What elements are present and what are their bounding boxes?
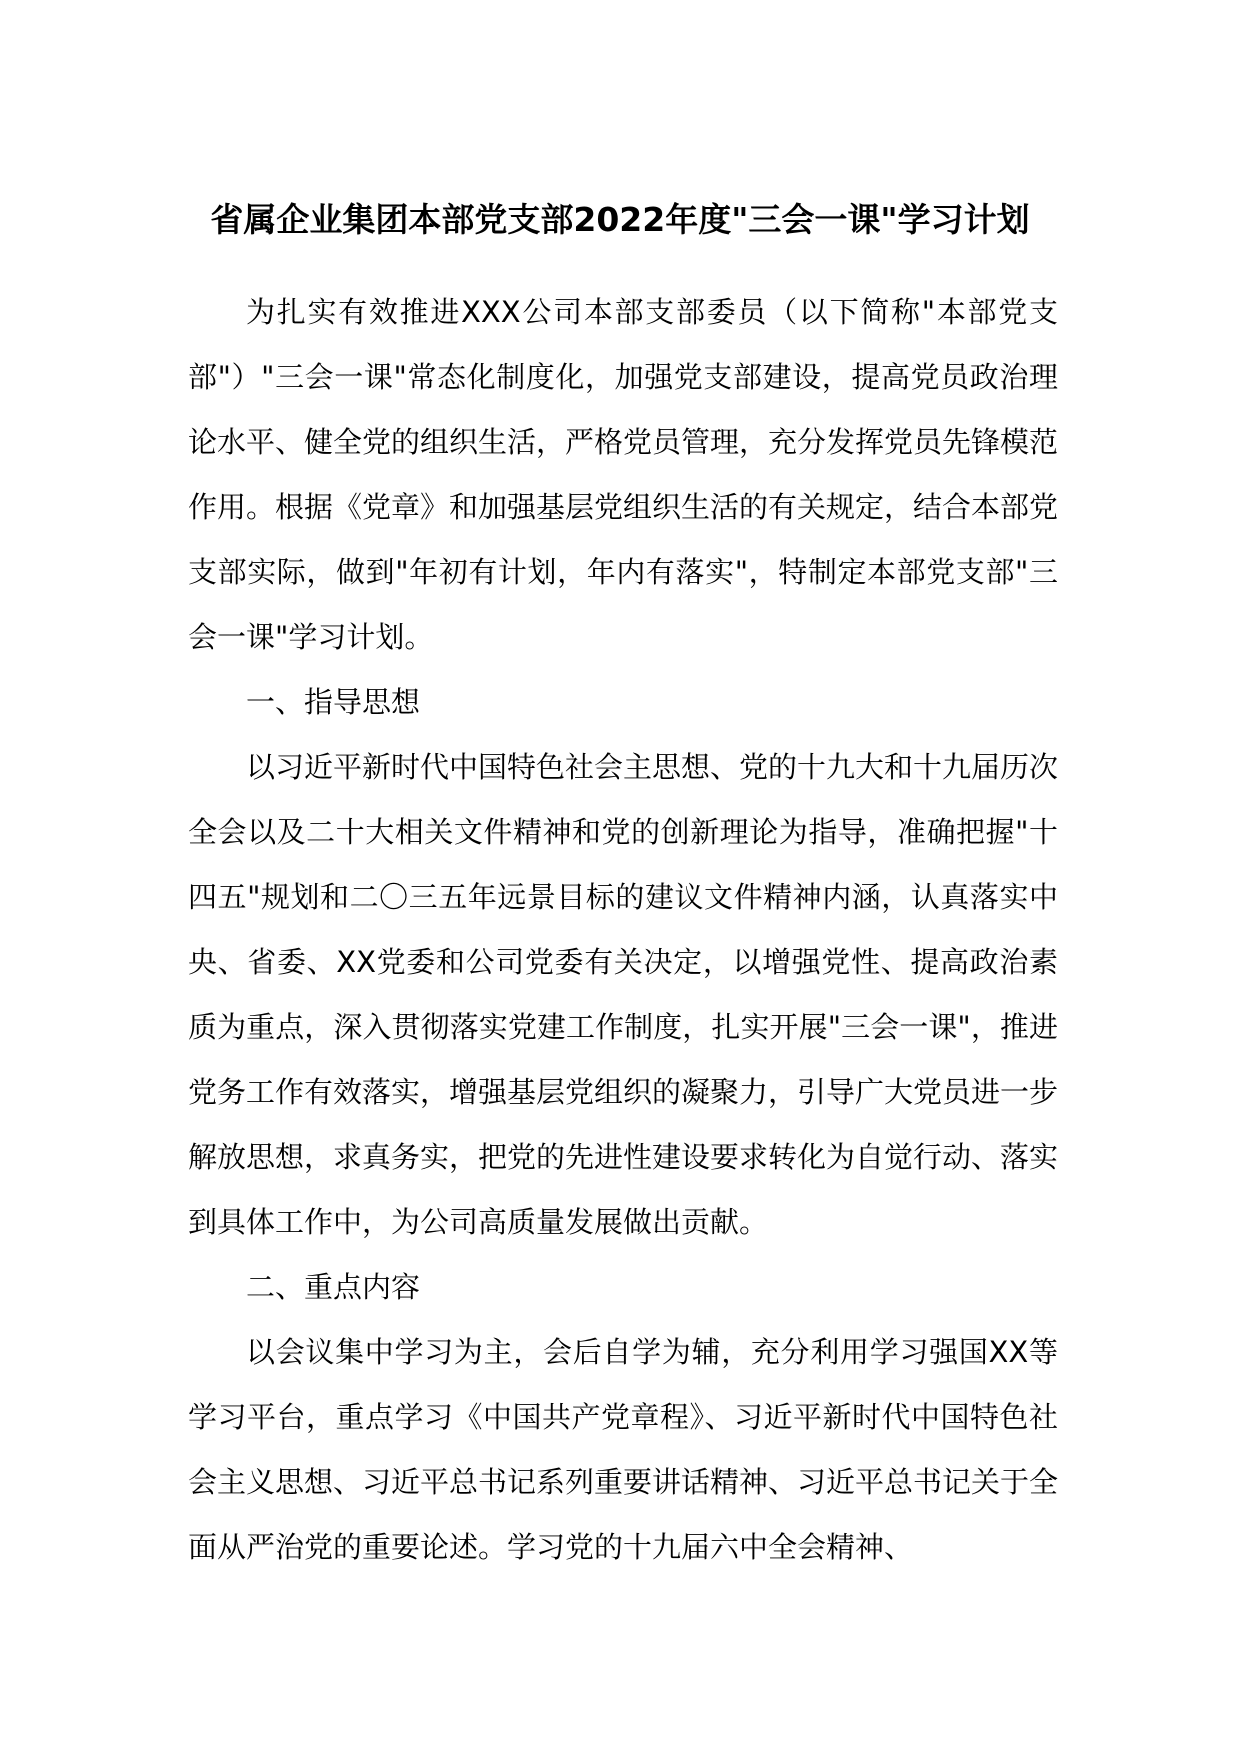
document-title: 省属企业集团本部党支部2022年度"三会一课"学习计划: [210, 200, 1030, 239]
intro-paragraph: 为扎实有效推进XXX公司本部支部委员（以下简称"本部党支部"）"三会一课"常态化制度化，加强党支部建设，提高党员政治理论水平、健全党的组织生活，严格党员管理，充分发挥党员先锋模范作用。根据《党章》和加强基层党组织生活的有关规定，结合本部党支部实际，做到"年初有计划，年内有落实"，特制定本部党支部"三会一课"学习计划。: [188, 295, 1059, 654]
document-body: [188, 280, 1058, 1580]
guiding-ideology-paragraph: 以习近平新时代中国特色社会主思想、党的十九大和十九届历次全会以及二十大相关文件精神和党的创新理论为指导，准确把握"十四五"规划和二〇三五年远景目标的建议文件精神内涵，认真落实中央、省委、XX党委和公司党委有关决定，以增强党性、提高政治素质为重点，深入贯彻落实党建工作制度，扎实开展"三会一课"，推进党务工作有效落实，增强基层党组织的凝聚力，引导广大党员进一步解放思想，求真务实，把党的先进性建设要求转化为自觉行动、落实到具体工作中，为公司高质量发展做出贡献。: [188, 750, 1059, 1239]
key-content-paragraph: 以会议集中学习为主，会后自学为辅，充分利用学习强国XX等学习平台，重点学习《中国共产党章程》、习近平新时代中国特色社会主义思想、习近平总书记系列重要讲话精神、习近平总书记关于全面从严治党的重要论述。学习党的十九届六中全会精神、: [188, 1335, 1059, 1564]
section-heading-key-content: 二、重点内容: [246, 1270, 421, 1304]
section-heading-guiding-ideology: 一、指导思想: [246, 685, 421, 719]
